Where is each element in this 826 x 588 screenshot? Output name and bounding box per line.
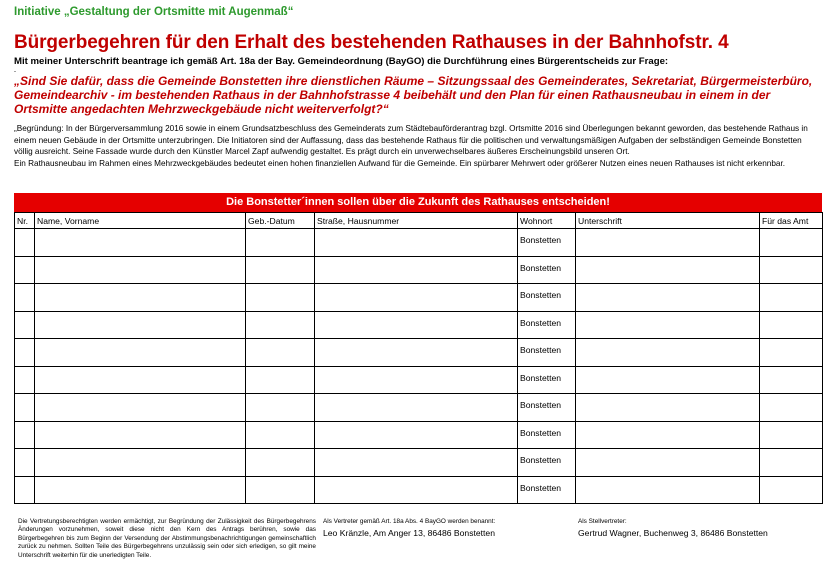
header-nr: Nr. [15, 213, 35, 229]
strasse-cell[interactable] [315, 366, 518, 394]
representative-name: Leo Kränzle, Am Anger 13, 86486 Bonstetten [323, 528, 495, 539]
unterschrift-cell[interactable] [576, 339, 760, 367]
wohnort-cell: Bonstetten [518, 366, 576, 394]
amt-cell [760, 394, 823, 422]
nr-cell [15, 394, 35, 422]
unterschrift-cell[interactable] [576, 476, 760, 504]
petition-question: „Sind Sie dafür, dass die Gemeinde Bonstetten ihre dienstlichen Räume – Sitzungssaal des Gemeinderates, Sekretariat, Bürgermeisterbüro, Gemeindearchiv - im bestehenden Rathaus in der Bahnhofstrasse 4 beibehält und den Plan für einen Rathausneubau in einem in der Ortsmitte angedachten Mehrzweckgebäude nicht weiterverfolgt?“ [14, 74, 813, 116]
name-cell[interactable] [35, 476, 246, 504]
table-header-row [15, 213, 823, 229]
table-row [15, 366, 823, 394]
unterschrift-cell[interactable] [576, 311, 760, 339]
reasoning-block [14, 123, 814, 169]
geb-datum-cell[interactable] [246, 449, 315, 477]
geb-datum-cell[interactable] [246, 339, 315, 367]
strasse-cell[interactable] [315, 256, 518, 284]
initiative-title: Initiative „Gestaltung der Ortsmitte mit Augenmaß“ [14, 6, 294, 18]
wohnort-cell: Bonstetten [518, 311, 576, 339]
amt-cell [760, 256, 823, 284]
strasse-cell[interactable] [315, 476, 518, 504]
geb-datum-cell[interactable] [246, 229, 315, 257]
wohnort-cell: Bonstetten [518, 256, 576, 284]
nr-cell [15, 449, 35, 477]
name-cell[interactable] [35, 311, 246, 339]
nr-cell [15, 311, 35, 339]
separator-mark: - [14, 69, 16, 75]
nr-cell [15, 366, 35, 394]
petition-intro: Mit meiner Unterschrift beantrage ich gemäß Art. 18a der Bay. Gemeindeordnung (BayGO) die Durchführung eines Bürgerentscheids zur Frage: [14, 56, 669, 67]
nr-cell [15, 284, 35, 312]
unterschrift-cell[interactable] [576, 284, 760, 312]
deputy-block [578, 518, 823, 538]
unterschrift-cell[interactable] [576, 256, 760, 284]
nr-cell [15, 256, 35, 284]
geb-datum-cell[interactable] [246, 366, 315, 394]
deputy-name: Gertrud Wagner, Buchenweg 3, 86486 Bonstetten [578, 528, 768, 539]
unterschrift-cell[interactable] [576, 421, 760, 449]
name-cell[interactable] [35, 394, 246, 422]
header-amt: Für das Amt [760, 213, 823, 229]
table-row [15, 229, 823, 257]
strasse-cell[interactable] [315, 311, 518, 339]
strasse-cell[interactable] [315, 449, 518, 477]
wohnort-cell: Bonstetten [518, 339, 576, 367]
amt-cell [760, 476, 823, 504]
reasoning-paragraph-1: „Begründung: In der Bürgerversammlung 2016 sowie in einem Grundsatzbeschluss des Gemeinderats zum Städtebauförderantrag bzgl. Ortsmitte 2016 sind Überlegungen bekannt geworden, das bestehende Rathaus in einem neuen Gebäude in der Ortsmitte unterzubringen. Die Initiatoren sind der Auffassung, dass das bestehende Rathaus für die politischen und verwaltungsmäßigen Aufgaben der selbständigen Gemeinde Bonstetten völlig ausreicht. Seine Fassade wurde durch den Künstler Marcel Zapf aufwendig gestaltet. Es prägt durch ein unverwechselbares äußeres Erscheinungsbild unseren Ort. [14, 124, 808, 157]
geb-datum-cell[interactable] [246, 421, 315, 449]
geb-datum-cell[interactable] [246, 311, 315, 339]
header-unterschrift: Unterschrift [576, 213, 760, 229]
amt-cell [760, 339, 823, 367]
unterschrift-cell[interactable] [576, 229, 760, 257]
name-cell[interactable] [35, 449, 246, 477]
name-cell[interactable] [35, 284, 246, 312]
nr-cell [15, 339, 35, 367]
amt-cell [760, 284, 823, 312]
header-geb-datum: Geb.-Datum [246, 213, 315, 229]
representative-block [323, 518, 573, 538]
reasoning-paragraph-2: Ein Rathausneubau im Rahmen eines Mehrzweckgebäudes bedeutet einen hohen finanziellen Aufwand für die Gemeinde. Ein spürbarer Mehrwert oder größerer Nutzen eines neuen Rathauses ist nicht erkennbar. [14, 158, 785, 168]
amt-cell [760, 229, 823, 257]
amt-cell [760, 366, 823, 394]
wohnort-cell: Bonstetten [518, 394, 576, 422]
deputy-label: Als Stellvertreter: [578, 518, 627, 525]
header-name: Name, Vorname [35, 213, 246, 229]
amt-cell [760, 311, 823, 339]
representative-label: Als Vertreter gemäß Art. 18a Abs. 4 BayGO werden benannt: [323, 518, 496, 525]
table-row [15, 476, 823, 504]
wohnort-cell: Bonstetten [518, 229, 576, 257]
table-row [15, 449, 823, 477]
unterschrift-cell[interactable] [576, 394, 760, 422]
name-cell[interactable] [35, 421, 246, 449]
nr-cell [15, 476, 35, 504]
wohnort-cell: Bonstetten [518, 421, 576, 449]
name-cell[interactable] [35, 256, 246, 284]
strasse-cell[interactable] [315, 284, 518, 312]
name-cell[interactable] [35, 229, 246, 257]
table-row [15, 311, 823, 339]
name-cell[interactable] [35, 339, 246, 367]
wohnort-cell: Bonstetten [518, 449, 576, 477]
header-wohnort: Wohnort [518, 213, 576, 229]
amt-cell [760, 449, 823, 477]
unterschrift-cell[interactable] [576, 449, 760, 477]
petition-title: Bürgerbegehren für den Erhalt des bestehenden Rathauses in der Bahnhofstr. 4 [14, 32, 729, 53]
banner: Die Bonstetter´innen sollen über die Zukunft des Rathauses entscheiden! [14, 193, 822, 212]
name-cell[interactable] [35, 366, 246, 394]
geb-datum-cell[interactable] [246, 256, 315, 284]
nr-cell [15, 421, 35, 449]
nr-cell [15, 229, 35, 257]
wohnort-cell: Bonstetten [518, 284, 576, 312]
signature-table [14, 212, 823, 504]
table-row [15, 284, 823, 312]
table-row [15, 339, 823, 367]
strasse-cell[interactable] [315, 339, 518, 367]
amt-cell [760, 421, 823, 449]
geb-datum-cell[interactable] [246, 394, 315, 422]
header-strasse: Straße, Hausnummer [315, 213, 518, 229]
geb-datum-cell[interactable] [246, 476, 315, 504]
unterschrift-cell[interactable] [576, 366, 760, 394]
table-row [15, 256, 823, 284]
strasse-cell[interactable] [315, 394, 518, 422]
authorization-note: Die Vertretungsberechtigten werden ermächtigt, zur Begründung der Zulässigkeit des Bürgerbegehrens Änderungen vorzunehmen, soweit diese nicht den Kern des Antrags berühren, sowie das Bürgerbegehren bis zum Beginn der Versendung der Abstimmungsbenachrichtigungen gemeinschaftlich zurück zu nehmen. Sollten Teile des Bürgerbegehrens unzulässig sein oder sich erledigen, so gilt meine Unterschrift weiterhin für die unerledigten Teile. [18, 518, 316, 559]
strasse-cell[interactable] [315, 421, 518, 449]
strasse-cell[interactable] [315, 229, 518, 257]
table-row [15, 394, 823, 422]
table-row [15, 421, 823, 449]
wohnort-cell: Bonstetten [518, 476, 576, 504]
geb-datum-cell[interactable] [246, 284, 315, 312]
